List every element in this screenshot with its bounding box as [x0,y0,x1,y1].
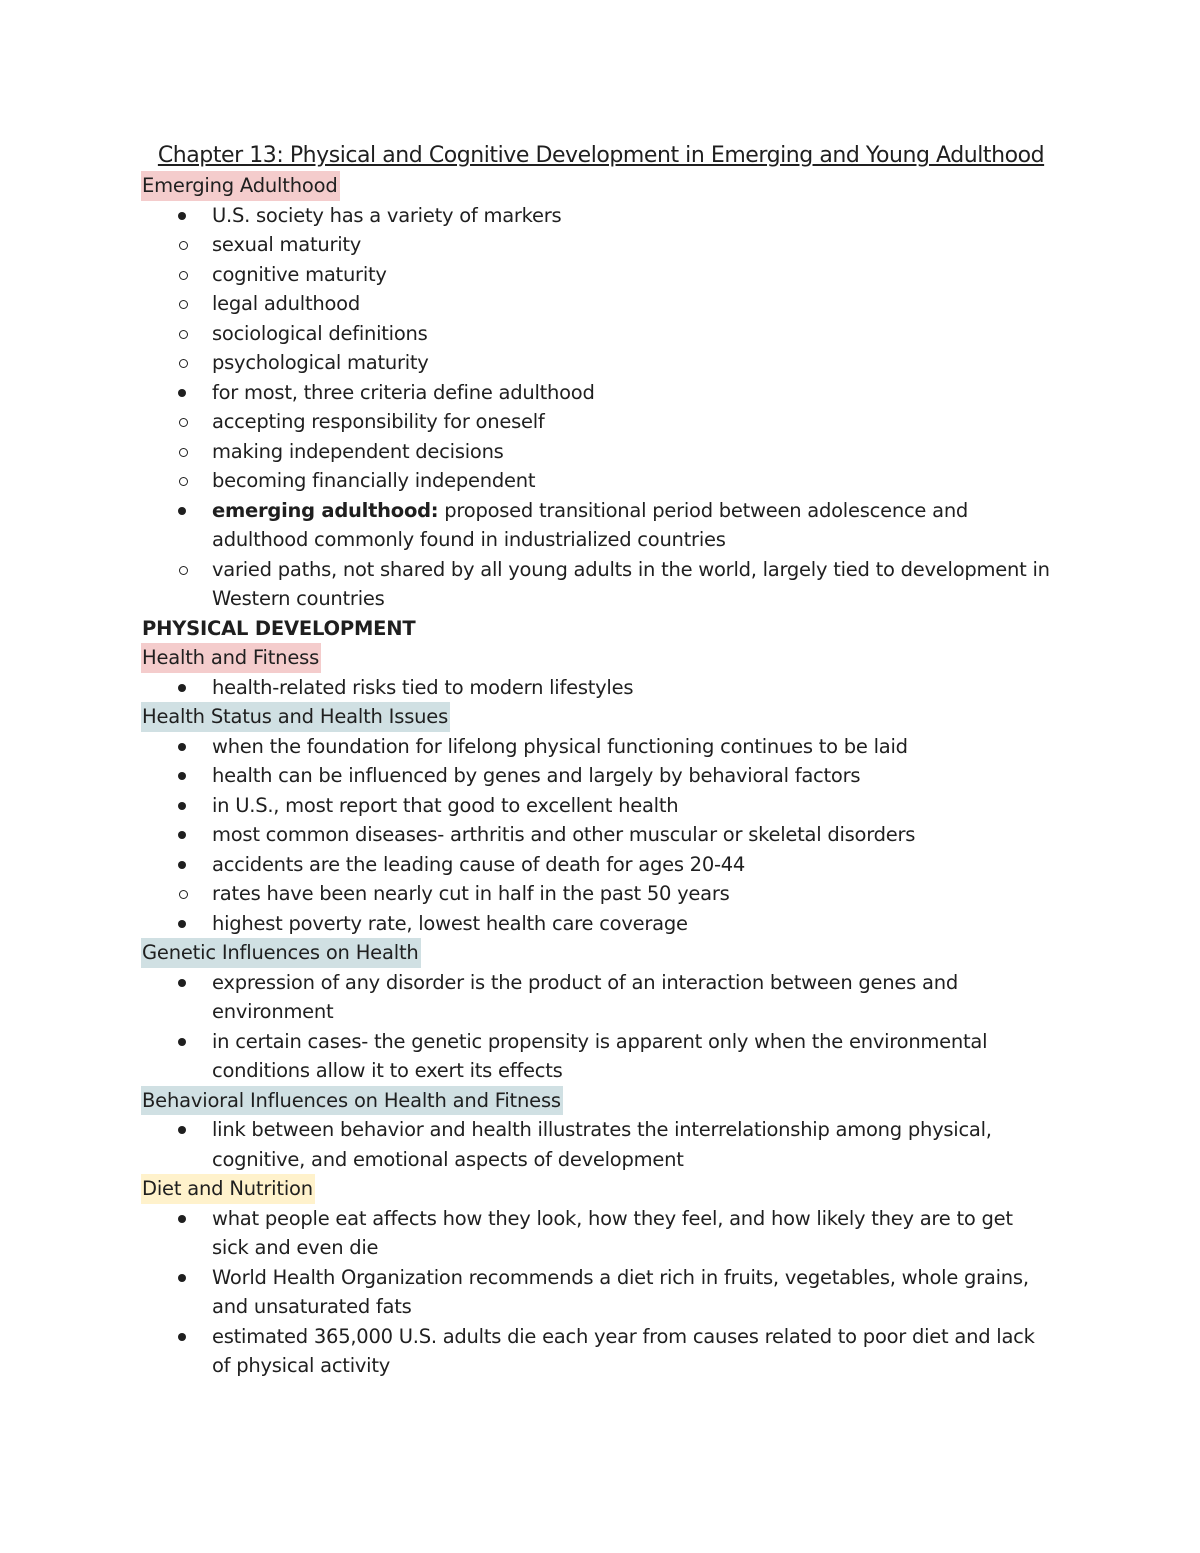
sublist-item [142,437,1052,467]
list-item [142,968,1052,1027]
bullet-icon [178,684,186,692]
genetic-list [142,968,1052,1086]
bullet-icon [178,979,186,987]
definition-text: proposed transitional period between adolescence and adulthood commonly found in industrialized countries [212,498,969,551]
behavioral-list [142,1115,1052,1174]
hollow-bullet-icon [179,330,188,339]
list-item [142,1204,1052,1263]
list-item-text: World Health Organization recommends a diet rich in fruits, vegetables, whole grains, and unsaturated fats [212,1265,1029,1318]
hollow-bullet-icon [179,300,188,309]
list-item [142,1027,1052,1086]
section-physical-development: PHYSICAL DEVELOPMENT [142,616,416,640]
list-item-text: expression of any disorder is the product of an interaction between genes and environment [212,970,958,1023]
list-item-text: most common diseases- arthritis and other muscular or skeletal disorders [212,823,916,846]
heading-diet-nutrition [142,1174,1052,1204]
list-item-text: accidents are the leading cause of death for ages 20-44 [212,852,746,876]
sublist-item-text: cognitive maturity [212,262,387,286]
list-item-text: in certain cases- the genetic propensity is apparent only when the environmental conditions allow it to exert its effects [212,1029,988,1082]
heading-text: Health and Fitness [141,643,321,673]
emerging-list [142,201,1052,231]
bullet-icon [178,1274,186,1282]
hollow-bullet-icon [179,359,188,368]
diet-list [142,1204,1052,1381]
heading-text: Emerging Adulthood [141,171,340,201]
heading-genetic-influences [142,938,1052,968]
list-item [142,1115,1052,1174]
sublist-item-text: accepting responsibility for oneself [212,410,545,433]
health-fitness-list [142,673,1052,703]
sublist-item [142,289,1052,319]
list-item [142,1322,1052,1381]
heading-text: Genetic Influences on Health [141,938,421,968]
sublist-item [142,466,1052,496]
heading-health-fitness [142,643,1052,673]
sublist-item-text: rates have been nearly cut in half in the past 50 years [212,882,730,905]
sublist-item-text: becoming financially independent [212,469,536,492]
list-item-text: when the foundation for lifelong physical functioning continues to be laid [212,734,908,758]
list-item [142,909,1052,939]
sublist-item-text: making independent decisions [212,439,504,463]
heading-behavioral-influences [142,1086,1052,1116]
criteria-sublist [142,407,1052,496]
heading-text: Diet and Nutrition [141,1174,315,1204]
list-item-text: estimated 365,000 U.S. adults die each year from causes related to poor diet and lack of physical activity [212,1324,1035,1377]
bullet-icon [178,831,186,839]
sublist-item-text: legal adulthood [212,292,360,315]
sublist-item [142,319,1052,349]
sublist-item [142,260,1052,290]
criteria-list [142,378,1052,408]
list-item [142,761,1052,791]
sublist-item-text: sociological definitions [212,321,428,345]
definition-sublist [142,555,1052,614]
health-status-list-end [142,909,1052,939]
bullet-icon [178,1038,186,1046]
list-item-text: for most, three criteria define adulthood [212,380,595,404]
list-item-text: U.S. society has a variety of markers [212,203,562,227]
markers-sublist [142,230,1052,378]
bullet-icon [178,802,186,810]
heading-health-status [142,702,1052,732]
list-item [142,1263,1052,1322]
bullet-icon [178,507,186,515]
list-item [142,732,1052,762]
health-status-list [142,732,1052,880]
list-item [142,673,1052,703]
hollow-bullet-icon [179,271,188,280]
bullet-icon [178,743,186,751]
hollow-bullet-icon [179,566,188,575]
heading-text: Health Status and Health Issues [141,702,450,732]
hollow-bullet-icon [179,418,188,427]
list-item [142,850,1052,880]
list-item-text: health can be influenced by genes and largely by behavioral factors [212,764,861,787]
list-item-text: what people eat affects how they look, how they feel, and how likely they are to get sick and even die [212,1206,1013,1259]
heading-emerging-adulthood [142,171,1052,201]
document-page [142,140,1052,1381]
bullet-icon [178,1215,186,1223]
chapter-title: Chapter 13: Physical and Cognitive Development in Emerging and Young Adulthood [157,143,1045,168]
hollow-bullet-icon [179,890,188,899]
sublist-item [142,555,1052,614]
hollow-bullet-icon [179,448,188,457]
list-item [142,201,1052,231]
bullet-icon [178,772,186,780]
sublist-item [142,407,1052,437]
bullet-icon [178,1333,186,1341]
sublist-item-text: sexual maturity [212,233,362,256]
bullet-icon [178,861,186,869]
sublist-item [142,879,1052,909]
bullet-icon [178,1126,186,1134]
hollow-bullet-icon [179,241,188,250]
heading-text: Behavioral Influences on Health and Fitness [141,1086,563,1116]
sublist-item [142,230,1052,260]
hollow-bullet-icon [179,477,188,486]
bullet-icon [178,212,186,220]
list-item [142,820,1052,850]
accidents-sublist [142,879,1052,909]
definition-list [142,496,1052,555]
sublist-item [142,348,1052,378]
sublist-item-text: psychological maturity [212,351,429,374]
list-item [142,496,1052,555]
list-item [142,378,1052,408]
sublist-item-text: varied paths, not shared by all young adults in the world, largely tied to development in Western countries [212,557,1050,610]
list-item [142,791,1052,821]
list-item-text: highest poverty rate, lowest health care coverage [212,911,688,935]
bullet-icon [178,920,186,928]
term-emerging-adulthood: emerging adulthood: [212,498,439,522]
list-item-text: in U.S., most report that good to excellent health [212,793,679,817]
bullet-icon [178,389,186,397]
list-item-text: link between behavior and health illustrates the interrelationship among physical, cognitive, and emotional aspects of development [212,1118,992,1171]
list-item-text: health-related risks tied to modern lifestyles [212,675,634,699]
